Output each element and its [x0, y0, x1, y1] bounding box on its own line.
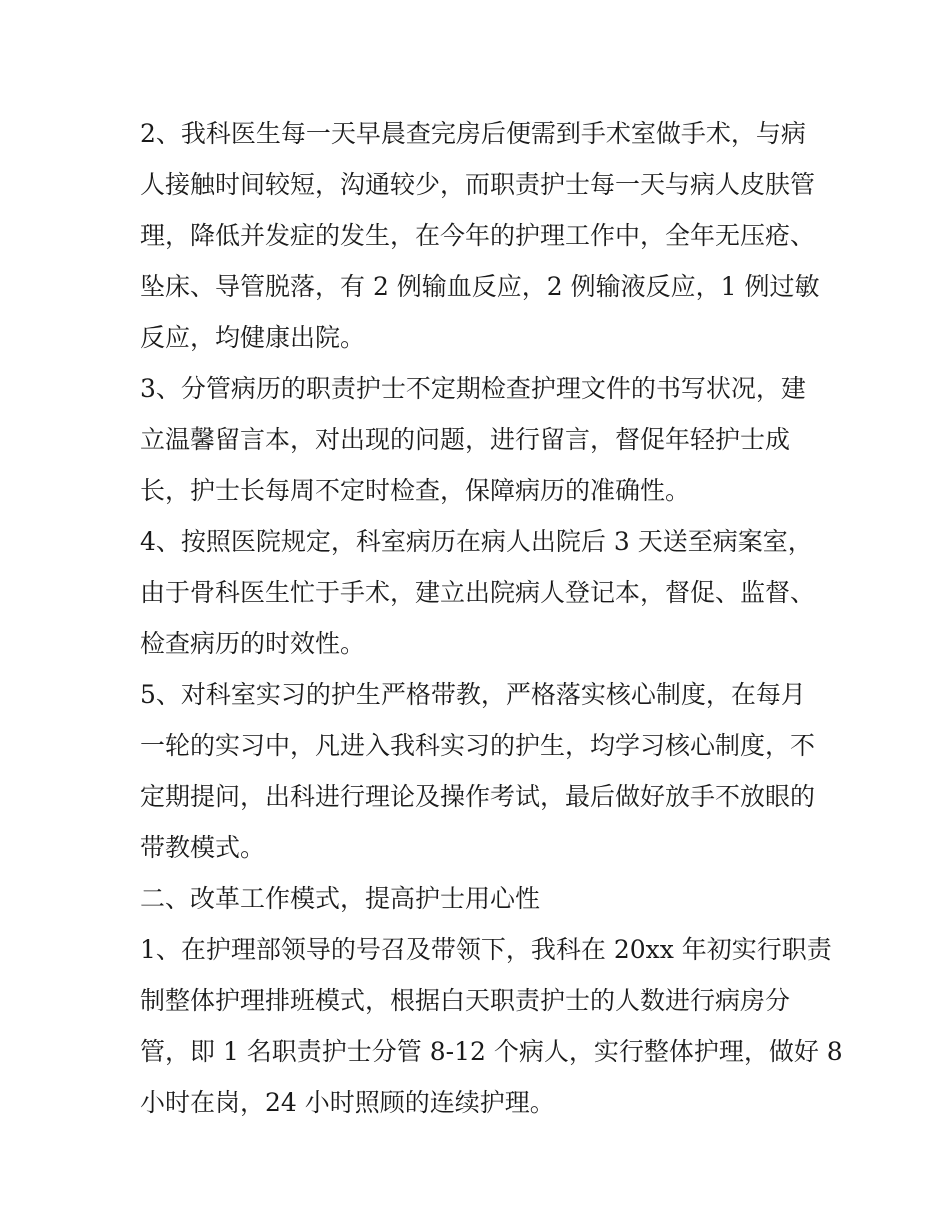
text-line: 4、按照医院规定，科室病历在病人出院后 3 天送至病案室，	[140, 527, 813, 556]
text-line: 定期提问，出科进行理论及操作考试，最后做好放手不放眼的	[140, 782, 816, 811]
section-heading	[140, 873, 815, 924]
text-line: 坠床、导管脱落，有 2 例输血反应，2 例输液反应，1 例过敏	[140, 272, 820, 301]
paragraph-shift-model	[140, 924, 843, 1128]
paragraph-intern-teaching	[140, 669, 815, 873]
text-line: 反应，均健康出院。	[140, 323, 366, 352]
text-line: 小时在岗，24 小时照顾的连续护理。	[140, 1088, 555, 1117]
paragraph-doctor-rounds	[140, 108, 820, 363]
text-line: 理，降低并发症的发生，在今年的护理工作中，全年无压疮、	[140, 221, 816, 250]
document-body	[140, 108, 843, 1128]
text-line: 2、我科医生每一天早晨查完房后便需到手术室做手术，与病	[140, 119, 806, 148]
text-line: 立温馨留言本，对出现的问题，进行留言，督促年轻护士成	[140, 425, 791, 454]
text-line: 带教模式。	[140, 833, 266, 862]
text-line: 5、对科室实习的护生严格带教，严格落实核心制度，在每月	[140, 680, 806, 709]
text-line: 检查病历的时效性。	[140, 629, 366, 658]
text-line: 1、在护理部领导的号召及带领下，我科在 20xx 年初实行职责	[140, 935, 832, 964]
text-line: 人接触时间较短，沟通较少，而职责护士每一天与病人皮肤管	[140, 170, 816, 199]
text-line: 制整体护理排班模式，根据白天职责护士的人数进行病房分	[140, 986, 791, 1015]
paragraph-record-checks	[140, 363, 815, 516]
text-line: 长，护士长每周不定时检查，保障病历的准确性。	[140, 476, 691, 505]
text-line: 一轮的实习中，凡进入我科实习的护生，均学习核心制度，不	[140, 731, 816, 760]
heading-line: 二、改革工作模式，提高护士用心性	[140, 884, 541, 913]
text-line: 管，即 1 名职责护士分管 8-12 个病人，实行整体护理，做好 8	[140, 1037, 843, 1066]
text-line: 由于骨科医生忙于手术，建立出院病人登记本，督促、监督、	[140, 578, 816, 607]
paragraph-record-submission	[140, 516, 815, 669]
text-line: 3、分管病历的职责护士不定期检查护理文件的书写状况，建	[140, 374, 806, 403]
